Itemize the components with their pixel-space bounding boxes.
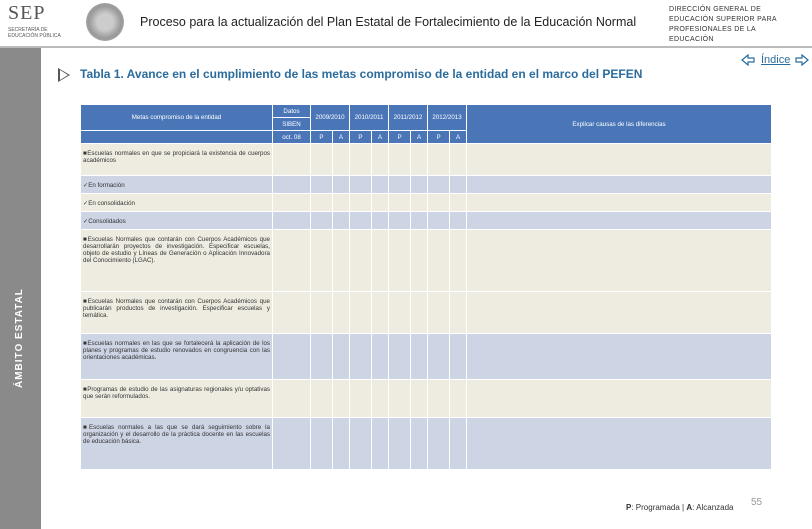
table-cell	[350, 380, 372, 418]
table-cell	[350, 230, 372, 292]
table-row	[81, 230, 772, 292]
checkmark-icon: ✓	[83, 182, 89, 189]
row-description	[81, 144, 273, 176]
col-year-3: 2011/2012	[389, 105, 428, 131]
col-explicar: Explicar causas de las diferencias	[467, 105, 772, 144]
table-cell	[450, 212, 467, 230]
checkmark-icon: ✓	[83, 218, 89, 225]
table-row	[81, 292, 772, 334]
table-cell	[428, 380, 450, 418]
col-p: P	[311, 131, 333, 144]
checkmark-icon: ✓	[83, 200, 89, 207]
table-cell	[467, 418, 772, 470]
table-cell	[450, 334, 467, 380]
bullet-icon: ■	[83, 236, 88, 243]
table-cell	[311, 292, 333, 334]
table-cell	[428, 230, 450, 292]
table-cell	[450, 418, 467, 470]
table-cell	[411, 212, 428, 230]
table-cell	[273, 292, 311, 334]
row-description-text: Escuelas Normales que contarán con Cuerpos Académicos que desarrollarán proyectos de investigación. Especificar escuelas, objeto de estudio y Líneas de Generación o Aplicación Innovadora del Conocimiento (LGAC).	[83, 236, 270, 264]
table-cell	[273, 194, 311, 212]
table-cell	[350, 212, 372, 230]
table-cell	[311, 176, 333, 194]
table-cell	[450, 194, 467, 212]
col-p: P	[389, 131, 411, 144]
row-description	[81, 230, 273, 292]
bullet-triangle-icon	[58, 68, 70, 82]
table-cell	[428, 334, 450, 380]
table-cell	[428, 144, 450, 176]
table-cell	[372, 230, 389, 292]
table-cell	[428, 176, 450, 194]
table-cell	[333, 212, 350, 230]
row-description-text: Consolidados	[88, 218, 126, 225]
table-cell	[372, 334, 389, 380]
bullet-icon: ■	[83, 150, 88, 157]
table-cell	[389, 194, 411, 212]
table-cell	[333, 334, 350, 380]
row-description	[81, 176, 273, 194]
table-cell	[389, 212, 411, 230]
table-cell	[450, 380, 467, 418]
metas-table	[80, 104, 772, 470]
table-cell	[428, 194, 450, 212]
row-description	[81, 292, 273, 334]
page-number: 55	[751, 497, 763, 508]
table-cell	[411, 194, 428, 212]
table-cell	[450, 176, 467, 194]
col-p: P	[350, 131, 372, 144]
legend-p: P	[626, 503, 632, 512]
table-row	[81, 418, 772, 470]
legend-separator: |	[682, 503, 685, 512]
table-cell	[333, 194, 350, 212]
row-description	[81, 380, 273, 418]
table-cell	[372, 212, 389, 230]
table-cell	[372, 418, 389, 470]
table-cell	[428, 292, 450, 334]
table-cell	[389, 230, 411, 292]
table-cell	[333, 230, 350, 292]
row-description-text: En formación	[88, 182, 125, 189]
table-row	[81, 176, 772, 194]
col-metas-spacer	[81, 131, 273, 144]
table-cell	[411, 176, 428, 194]
table-cell	[372, 144, 389, 176]
table-cell	[350, 144, 372, 176]
table-cell	[467, 176, 772, 194]
table-cell	[273, 212, 311, 230]
sidebar	[0, 48, 41, 529]
table-cell	[311, 194, 333, 212]
header-title: Proceso para la actualización del Plan Estatal de Fortalecimiento de la Educación Normal	[140, 15, 637, 29]
table-cell	[333, 292, 350, 334]
bullet-icon: ■	[83, 298, 88, 305]
table-cell	[389, 176, 411, 194]
table-cell	[411, 418, 428, 470]
row-description	[81, 194, 273, 212]
table-cell	[311, 212, 333, 230]
col-year-2: 2010/2011	[350, 105, 389, 131]
table-cell	[467, 194, 772, 212]
table-cell	[273, 334, 311, 380]
table-cell	[372, 194, 389, 212]
table-cell	[389, 334, 411, 380]
table-cell	[350, 292, 372, 334]
row-description-text: Programas de estudio de las asignaturas regionales y/u optativas que serán reformulados.	[83, 386, 270, 400]
table-row	[81, 380, 772, 418]
previous-arrow-icon[interactable]	[741, 54, 755, 66]
table-cell	[311, 230, 333, 292]
table-cell	[467, 334, 772, 380]
table-cell	[273, 230, 311, 292]
col-a: A	[450, 131, 467, 144]
col-siben: SIBEN	[273, 118, 311, 131]
table-cell	[467, 230, 772, 292]
table-cell	[311, 380, 333, 418]
table-cell	[350, 194, 372, 212]
row-description-text: Escuelas normales a las que se dará seguimiento sobre la organización y el desarrollo de la práctica docente en las escuelas de educación básica.	[83, 424, 270, 445]
bullet-icon: ■	[83, 340, 88, 347]
index-link[interactable]: Índice	[761, 54, 791, 66]
table-cell	[467, 380, 772, 418]
table-cell	[411, 292, 428, 334]
row-description-text: Escuelas normales en que se propiciará la existencia de cuerpos académicos	[83, 150, 270, 164]
table-row	[81, 194, 772, 212]
table-cell	[450, 292, 467, 334]
row-description	[81, 334, 273, 380]
table-cell	[350, 176, 372, 194]
bullet-icon: ■	[83, 424, 90, 431]
table-cell	[411, 334, 428, 380]
col-a: A	[372, 131, 389, 144]
table-cell	[333, 176, 350, 194]
bullet-icon: ■	[83, 386, 88, 393]
legend-p-text: : Programada	[631, 503, 680, 512]
table-cell	[450, 230, 467, 292]
col-a: A	[411, 131, 428, 144]
header-row-1	[81, 105, 772, 118]
table-cell	[372, 292, 389, 334]
table-cell	[428, 418, 450, 470]
col-p: P	[428, 131, 450, 144]
col-a: A	[333, 131, 350, 144]
row-description-text: Escuelas Normales que contarán con Cuerpos Académicos que publicarán productos de investigación. Especificar escuelas y temática.	[83, 298, 270, 319]
coat-of-arms-icon	[86, 3, 124, 41]
table-body	[81, 144, 772, 470]
table-cell	[411, 230, 428, 292]
table-cell	[311, 144, 333, 176]
table-cell	[389, 144, 411, 176]
table-cell	[389, 380, 411, 418]
sidebar-label: ÁMBITO ESTATAL	[14, 288, 25, 388]
legend	[626, 503, 734, 512]
table-cell	[350, 418, 372, 470]
row-description	[81, 212, 273, 230]
sep-logo	[4, 2, 68, 42]
table-row	[81, 334, 772, 380]
table-cell	[333, 380, 350, 418]
col-metas: Metas compromiso de la entidad	[81, 105, 273, 131]
table-cell	[333, 418, 350, 470]
next-arrow-icon[interactable]	[795, 54, 809, 66]
row-description-text: Escuelas normales en las que se fortalecerá la aplicación de los planes y programas de estudio renovados en congruencia con las orientaciones académicas.	[83, 340, 270, 361]
table-cell	[311, 334, 333, 380]
legend-a-text: : Alcanzada	[692, 503, 734, 512]
table-row	[81, 144, 772, 176]
table-cell	[372, 176, 389, 194]
header	[0, 0, 812, 47]
table-cell	[273, 144, 311, 176]
table-cell	[372, 380, 389, 418]
legend-a: A	[686, 503, 693, 512]
sep-logo-text: SEP	[8, 2, 46, 24]
row-description	[81, 418, 273, 470]
table-cell	[411, 380, 428, 418]
direccion-general: DIRECCIÓN GENERAL DE EDUCACIÓN SUPERIOR PARA PROFESIONALES DE LA EDUCACIÓN	[669, 6, 777, 43]
table-cell	[273, 418, 311, 470]
table-cell	[389, 418, 411, 470]
table-cell	[467, 212, 772, 230]
table-cell	[428, 212, 450, 230]
table-cell	[450, 144, 467, 176]
table-cell	[467, 144, 772, 176]
table-row	[81, 212, 772, 230]
table-cell	[350, 334, 372, 380]
col-year-4: 2012/2013	[428, 105, 467, 131]
col-datos: Datos	[273, 105, 311, 118]
table-cell	[273, 176, 311, 194]
table-cell	[467, 292, 772, 334]
table-cell	[311, 418, 333, 470]
table-cell	[273, 380, 311, 418]
table-title: Tabla 1. Avance en el cumplimiento de las metas compromiso de la entidad en el marco del PEFEN	[80, 67, 643, 81]
table-cell	[333, 144, 350, 176]
sep-logo-subtitle: SECRETARÍA DE EDUCACIÓN PÚBLICA	[8, 27, 61, 39]
col-oct: oct. 08	[273, 131, 311, 144]
header-divider	[0, 46, 812, 48]
row-description-text: En consolidación	[88, 200, 135, 207]
col-year-1: 2009/2010	[311, 105, 350, 131]
table-cell	[411, 144, 428, 176]
table-cell	[389, 292, 411, 334]
